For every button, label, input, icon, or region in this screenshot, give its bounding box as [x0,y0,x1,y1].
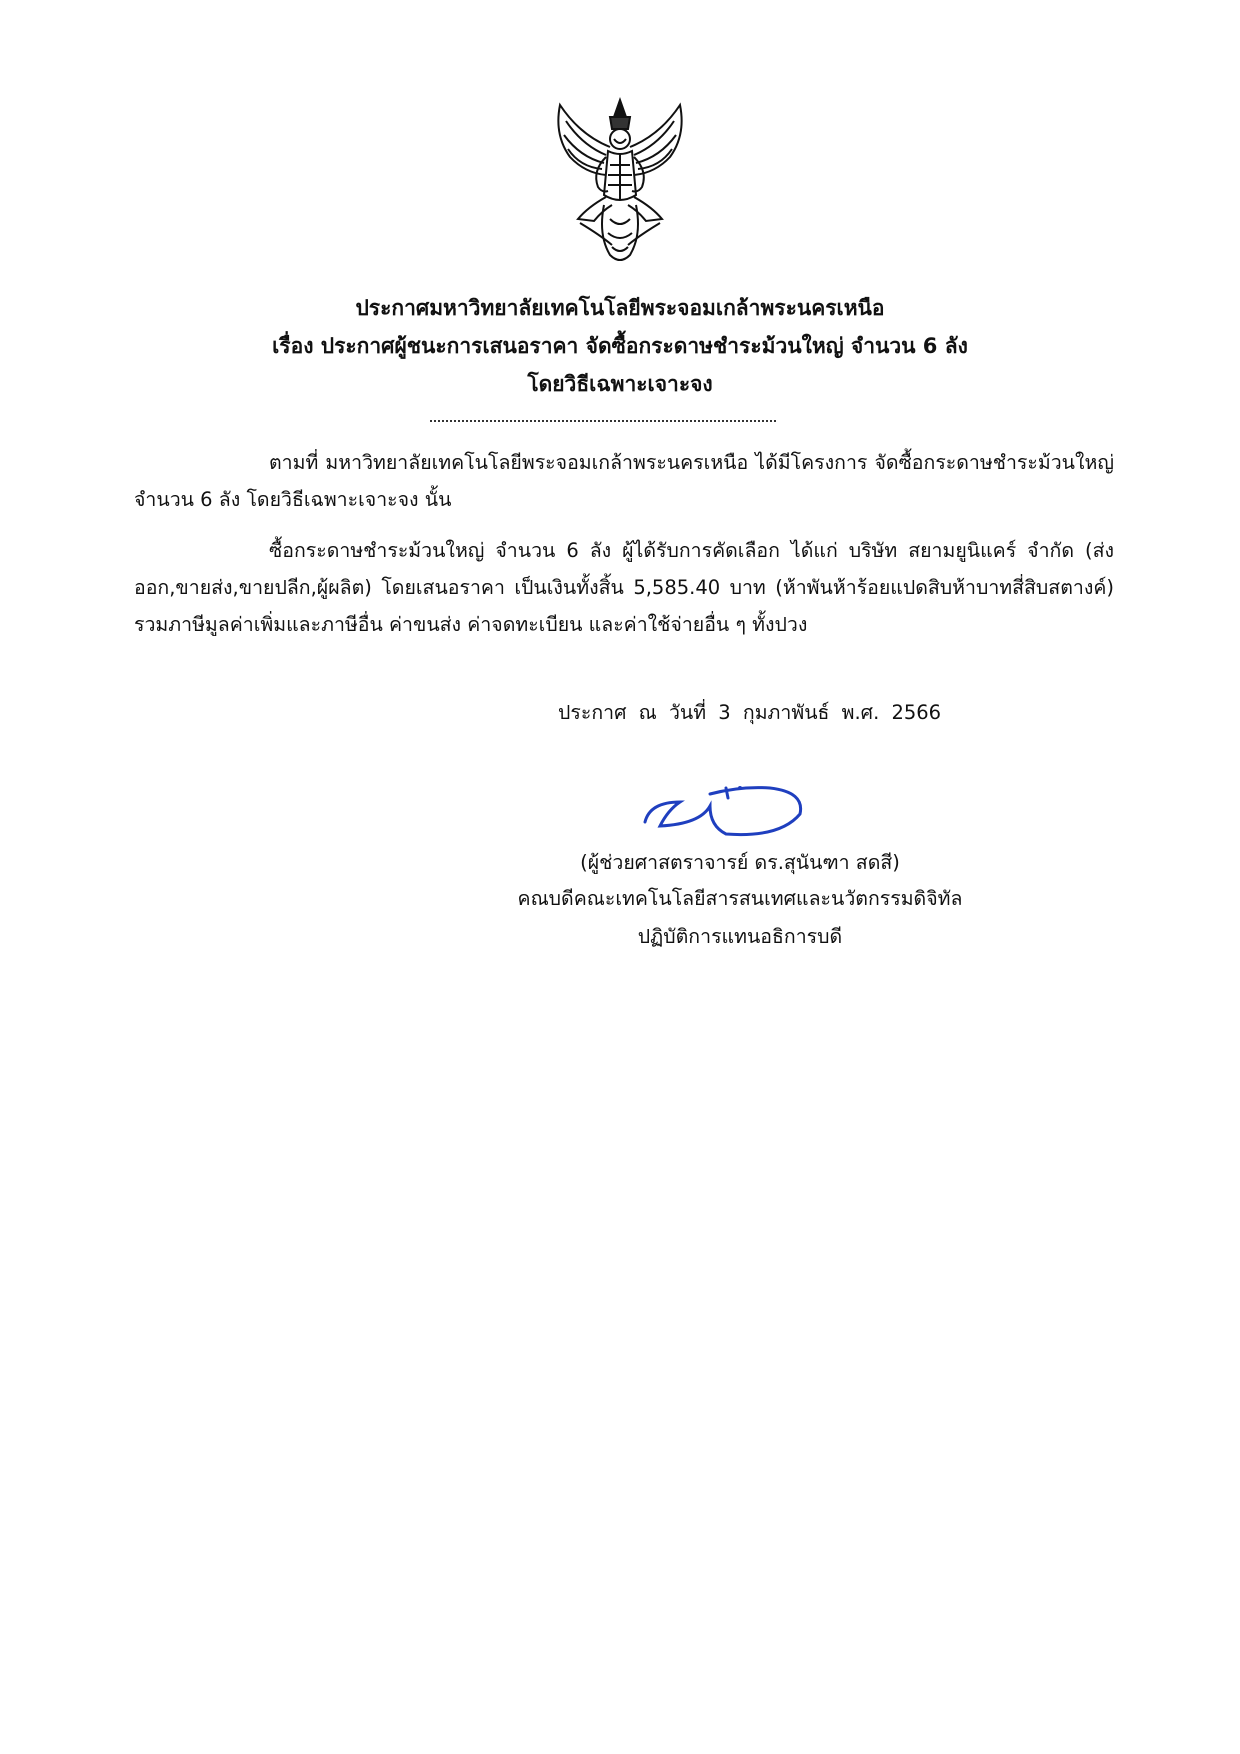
handwritten-signature [640,782,810,842]
signatory-position: คณบดีคณะเทคโนโลยีสารสนเทศและนวัตกรรมดิจิทัล [517,887,963,910]
announcement-title: ประกาศมหาวิทยาลัยเทคโนโลยีพระจอมเกล้าพระนครเหนือ [355,296,885,320]
procurement-method: โดยวิธีเฉพาะเจาะจง [527,372,713,396]
signatory-acting-role: ปฏิบัติการแทนอธิการบดี [637,925,843,948]
paragraph-winner [134,532,1114,643]
paragraph-project [134,444,1114,518]
garuda-emblem-icon [540,95,700,275]
announcement-date: ประกาศ ณ วันที่ 3 กุมภาพันธ์ พ.ศ. 2566 [558,701,942,724]
paragraph-winner-text: ซื้อกระดาษชำระม้วนใหญ่ จำนวน 6 ลัง ผู้ได้รับการคัดเลือก ได้แก่ บริษัท สยามยูนิแคร์ จำกัด (ส่งออก,ขายส่ง,ขายปลีก,ผู้ผลิต) โดยเสนอราคา เป็นเงินทั้งสิ้น 5,585.40 บาท (ห้าพันห้าร้อยแปดสิบห้าบาทสี่สิบสตางค์) รวมภาษีมูลค่าเพิ่มและภาษีอื่น ค่าขนส่ง ค่าจดทะเบียน และค่าใช้จ่ายอื่น ๆ ทั้งปวง [134,539,1114,636]
signatory-name: (ผู้ช่วยศาสตราจารย์ ดร.สุนันฑา สดสี) [580,851,900,874]
paragraph-project-text: ตามที่ มหาวิทยาลัยเทคโนโลยีพระจอมเกล้าพระนครเหนือ ได้มีโครงการ จัดซื้อกระดาษชำระม้วนใหญ่ จำนวน 6 ลัง โดยวิธีเฉพาะเจาะจง นั้น [134,451,1114,511]
dotted-divider [430,420,776,422]
announcement-subject: เรื่อง ประกาศผู้ชนะการเสนอราคา จัดซื้อกระดาษชำระม้วนใหญ่ จำนวน 6 ลัง [272,334,968,358]
